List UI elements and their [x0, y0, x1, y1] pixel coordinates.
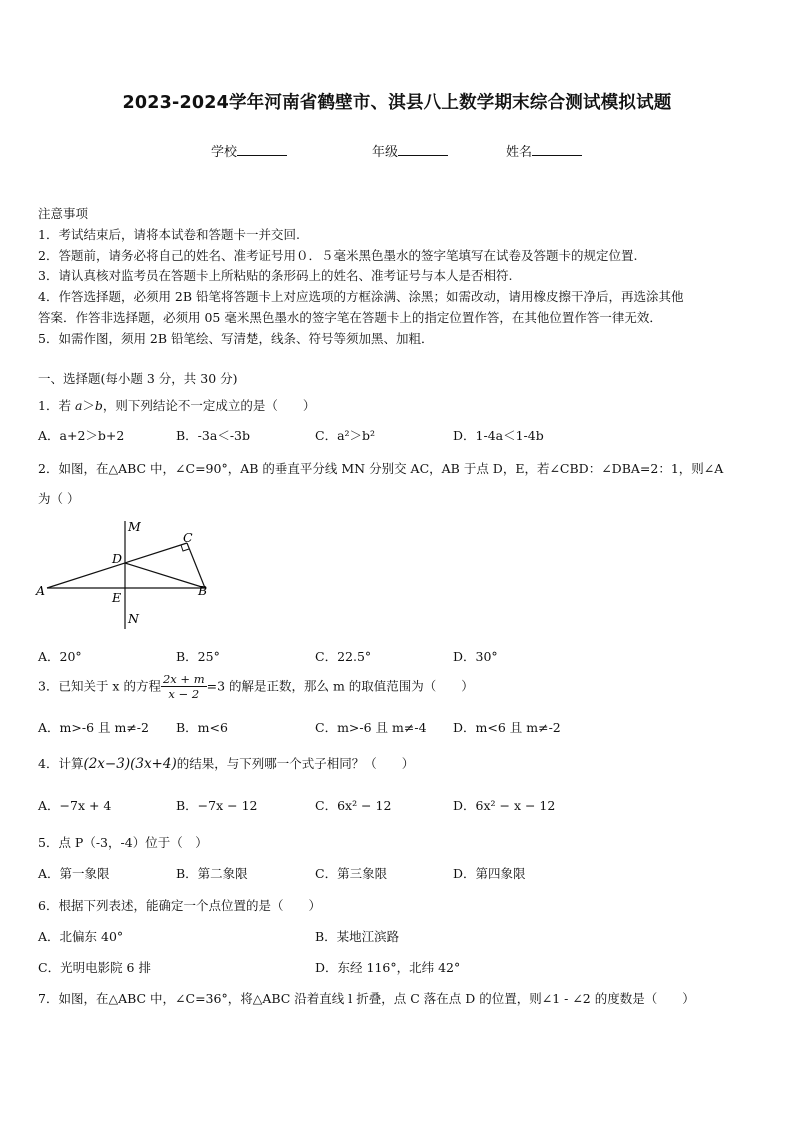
section-heading: 一、选择题(每小题 3 分，共 30 分): [38, 371, 238, 386]
q5-option-a: A．第一象限: [38, 866, 110, 881]
q3-option-d: D．m<6 且 m≠-2: [453, 720, 561, 735]
label-d: D: [112, 551, 123, 566]
q5-option-c: C．第三象限: [315, 866, 388, 881]
page-title: 2023-2024学年河南省鹤壁市、淇县八上数学期末综合测试模拟试题: [122, 93, 672, 113]
q2-option-a: A．20°: [38, 649, 82, 664]
question-2: 2．如图，在△ABC 中，∠C=90°，AB 的垂直平分线 MN 分别交 AC，AB 于点 D，E，若∠CBD：∠DBA=2：1，则∠A: [38, 461, 724, 476]
q1-option-a: A．a+2＞b+2: [38, 428, 125, 443]
note-item: 2．答题前，请务必将自己的姓名、准考证号用０．５毫米黑色墨水的签字笔填写在试卷及答题卡的规定位置.: [38, 248, 638, 263]
label-m: M: [128, 519, 141, 534]
q5-option-d: D．第四象限: [453, 866, 526, 881]
school-field: [211, 141, 287, 160]
note-item: 5．如需作图，须用 2B 铅笔绘、写清楚，线条、符号等须加黑、加粗．: [38, 331, 434, 346]
q6-option-a: A．北偏东 40°: [38, 929, 124, 944]
label-b: B: [198, 583, 208, 598]
question-2-cont: 为（ ）: [38, 491, 80, 506]
grade-label: 年级: [372, 145, 399, 160]
q1-option-d: D．1-4a＜1-4b: [453, 428, 544, 443]
question-5: 5．点 P（-3，-4）位于（ ）: [38, 835, 208, 850]
school-label: 学校: [211, 145, 238, 160]
question-6: 6．根据下列表述，能确定一个点位置的是（ ）: [38, 898, 321, 913]
q6-option-c: C．光明电影院 6 排: [38, 960, 151, 975]
question-7: 7．如图，在△ABC 中，∠C=36°，将△ABC 沿着直线 l 折叠，点 C 落在点 D 的位置，则∠1 - ∠2 的度数是（ ）: [38, 991, 695, 1006]
q6-option-b: B．某地江滨路: [315, 929, 400, 944]
q6-option-d: D．东经 116°，北纬 42°: [315, 960, 461, 975]
q3-option-c: C．m>-6 且 m≠-4: [315, 720, 427, 735]
label-n: N: [128, 611, 139, 626]
triangle-figure: [30, 515, 220, 635]
q4-option-a: A．−7x + 4: [38, 798, 112, 813]
label-c: C: [183, 530, 193, 545]
grade-field: [372, 141, 448, 160]
q3-option-b: B．m<6: [176, 720, 228, 735]
note-item: 1．考试结束后，请将本试卷和答题卡一并交回.: [38, 227, 300, 242]
q3-option-a: A．m>-6 且 m≠-2: [38, 720, 149, 735]
note-item: 3．请认真核对监考员在答题卡上所粘贴的条形码上的姓名、准考证号与本人是否相符.: [38, 268, 513, 283]
question-4: 4．计算(2x−3)(3x+4)的结果，与下列哪一个式子相同？（ ）: [38, 756, 415, 772]
q4-option-b: B．−7x − 12: [176, 798, 258, 813]
label-e: E: [112, 590, 122, 605]
q4-option-c: C．6x² − 12: [315, 798, 392, 813]
q2-option-d: D．30°: [453, 649, 498, 664]
q5-option-b: B．第二象限: [176, 866, 248, 881]
notes-heading: 注意事项: [38, 206, 89, 221]
name-label: 姓名: [506, 145, 533, 160]
note-item: 4．作答选择题，必须用 2B 铅笔将答题卡上对应选项的方框涂满、涂黑；如需改动，请用橡皮擦干净后，再选涂其他: [38, 289, 684, 304]
q4-option-d: D．6x² − x − 12: [453, 798, 556, 813]
q2-option-b: B．25°: [176, 649, 220, 664]
q2-option-c: C．22.5°: [315, 649, 372, 664]
label-a: A: [36, 583, 46, 598]
q1-option-b: B．-3a＜-3b: [176, 428, 250, 443]
question-1: 1．若 a＞b，则下列结论不一定成立的是（ ）: [38, 398, 316, 413]
name-field: [506, 141, 582, 160]
question-3: 3．已知关于 x 的方程 $\frac{2x + m}{x - 2}$ =3 的解是正数，那么 m 的取值范围为（ ）: [38, 672, 474, 702]
fraction: $\frac{2x + m}{x - 2}$: [162, 672, 205, 702]
q1-option-c: C．a²＞b²: [315, 428, 376, 443]
note-item: 答案．作答非选择题，必须用 05 毫米黑色墨水的签字笔在答题卡上的指定位置作答，在其他位置作答一律无效．: [38, 310, 662, 325]
